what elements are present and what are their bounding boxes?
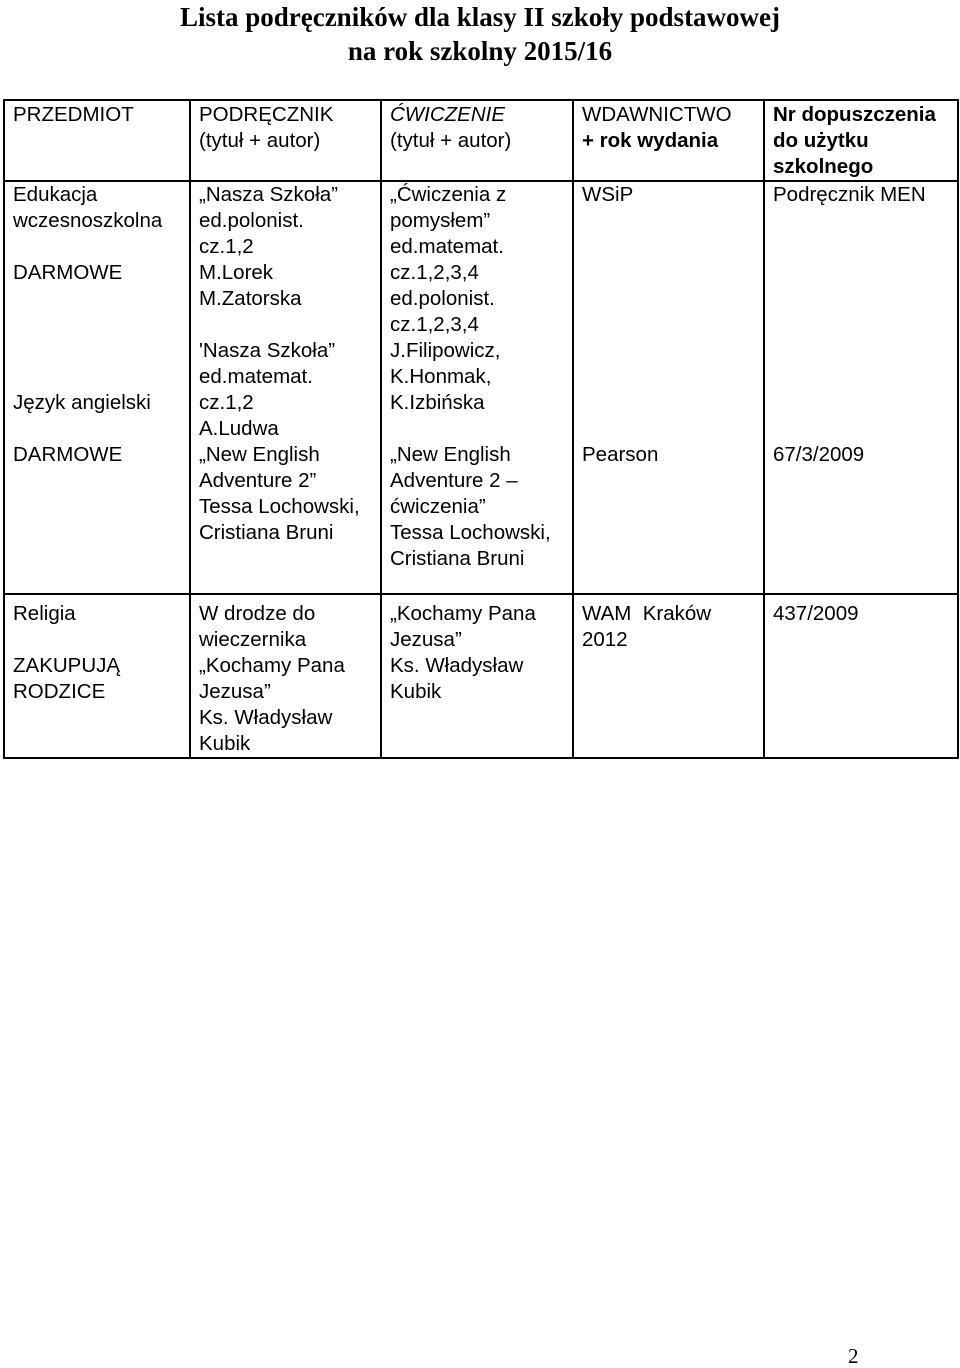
- textbook-cell: W drodze do wieczernika „Kochamy Pana Jezusa” Ks. Władysław Kubik: [190, 594, 381, 758]
- textbook-table: [3, 99, 959, 759]
- header-row: [4, 100, 958, 181]
- page-number: 2: [848, 1344, 859, 1368]
- header-subject: PRZEDMIOT: [4, 100, 190, 181]
- table-row: [4, 594, 958, 758]
- subject-cell: Edukacja wczesnoszkolna DARMOWE Język angielski DARMOWE: [4, 181, 190, 594]
- page-title: Lista podręczników dla klasy II szkoły podstawowej: [179, 2, 781, 32]
- header-exercises: ĆWICZENIE (tytuł + autor): [381, 100, 573, 181]
- subject-cell: Religia ZAKUPUJĄ RODZICE: [4, 594, 190, 758]
- header-textbook: PODRĘCZNIK (tytuł + autor): [190, 100, 381, 181]
- textbook-cell: „Nasza Szkoła” ed.polonist. cz.1,2 M.Lorek M.Zatorska 'Nasza Szkoła” ed.matemat. cz.1,2 A.Ludwa „New English Adventure 2” Tessa Lochowski, Cristiana Bruni: [190, 181, 381, 594]
- page-subtitle: na rok szkolny 2015/16: [347, 36, 613, 66]
- exercises-cell: „Kochamy Pana Jezusa” Ks. Władysław Kubik: [381, 594, 573, 758]
- approval-cell: 437/2009: [764, 594, 958, 758]
- publisher-cell: WSiP Pearson: [573, 181, 764, 594]
- header-publisher: WDAWNICTWO + rok wydania: [573, 100, 764, 181]
- exercises-cell: „Ćwiczenia z pomysłem” ed.matemat. cz.1,2,3,4 ed.polonist. cz.1,2,3,4 J.Filipowicz, K.Honmak, K.Izbińska „New English Adventure 2 – ćwiczenia” Tessa Lochowski, Cristiana Bruni: [381, 181, 573, 594]
- header-approval: Nr dopuszczenia do użytku szkolnego: [764, 100, 958, 181]
- table-row: [4, 181, 958, 594]
- publisher-cell: WAM Kraków 2012: [573, 594, 764, 758]
- approval-cell: Podręcznik MEN 67/3/2009: [764, 181, 958, 594]
